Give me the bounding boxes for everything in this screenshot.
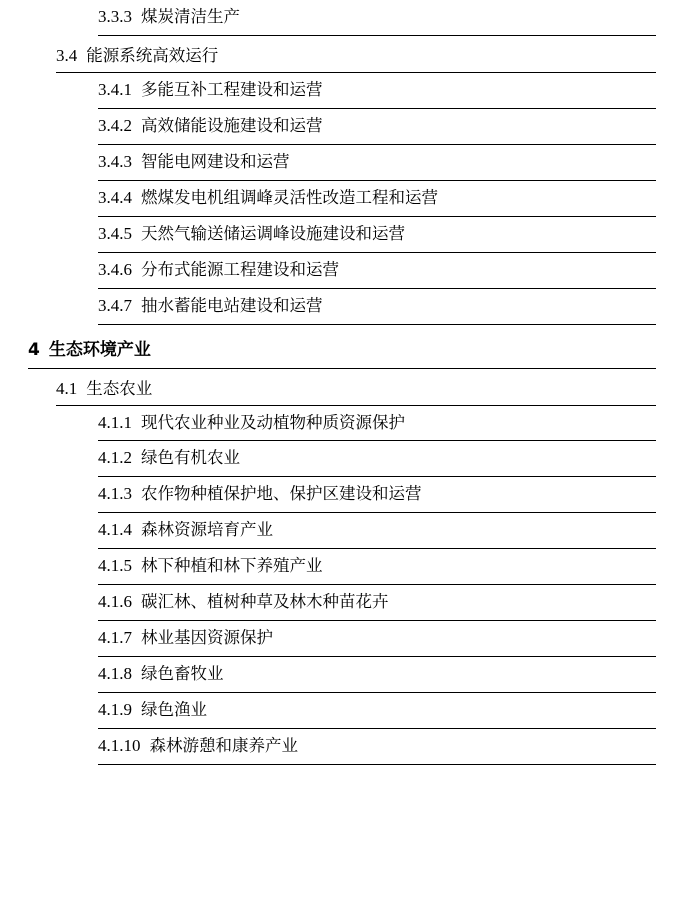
entry-number: 3.4.7 — [98, 295, 132, 315]
entry-number: 3.3.3 — [98, 7, 132, 26]
entry-number: 4.1 — [56, 378, 78, 398]
catalog-entry — [98, 145, 656, 181]
catalog-entry — [98, 549, 656, 585]
catalog-entry — [98, 477, 656, 513]
entry-title: 森林资源培育产业 — [141, 520, 273, 540]
entry-title: 绿色渔业 — [141, 700, 207, 719]
entry-number: 4.1.2 — [98, 448, 132, 468]
entry-number: 3.4.5 — [98, 223, 132, 243]
entry-title: 分布式能源工程建设和运营 — [141, 259, 339, 279]
entry-number: 3.4.1 — [98, 79, 132, 99]
entry-title: 农作物种植保护地、保护区建设和运营 — [141, 484, 422, 504]
catalog-entry — [98, 441, 656, 477]
section-heading-level1 — [28, 325, 656, 369]
entry-title: 森林游憩和康养产业 — [149, 735, 298, 755]
entry-number: 3.4.4 — [98, 187, 132, 207]
entry-number: 4.1.8 — [98, 664, 132, 684]
entry-title: 绿色有机农业 — [141, 448, 240, 468]
entry-title: 煤炭清洁生产 — [141, 7, 240, 26]
entry-title: 现代农业种业及动植物种质资源保护 — [141, 412, 405, 432]
entry-number: 4.1.4 — [98, 520, 132, 540]
entry-number: 4.1.6 — [98, 592, 132, 612]
entry-title: 生态农业 — [86, 378, 153, 398]
entry-number: 4 — [28, 339, 40, 360]
catalog-entry — [98, 181, 656, 217]
entry-title: 碳汇林、植树种草及林木种苗花卉 — [141, 592, 389, 612]
entry-title: 绿色畜牧业 — [141, 664, 224, 684]
entry-number: 4.1.9 — [98, 700, 132, 719]
catalog-entry — [98, 693, 656, 729]
entry-title: 智能电网建设和运营 — [141, 151, 290, 171]
entry-number: 4.1.1 — [98, 412, 132, 432]
entry-title: 抽水蓄能电站建设和运营 — [141, 295, 323, 315]
catalog-entry — [98, 513, 656, 549]
catalog-entry — [98, 109, 656, 145]
catalog-entry — [98, 585, 656, 621]
entry-title: 天然气输送储运调峰设施建设和运营 — [141, 223, 405, 243]
entry-number: 4.1.3 — [98, 484, 132, 504]
entry-number: 4.1.7 — [98, 628, 132, 648]
catalog-entry — [98, 217, 656, 253]
catalog-entry — [98, 729, 656, 765]
entry-title: 高效储能设施建设和运营 — [141, 115, 323, 135]
catalog-entry — [98, 73, 656, 109]
entry-number: 4.1.5 — [98, 556, 132, 576]
catalog-entry — [98, 0, 656, 36]
catalog-entry — [98, 406, 656, 442]
entry-title: 多能互补工程建设和运营 — [141, 79, 323, 99]
entry-number: 3.4.3 — [98, 151, 132, 171]
catalog-entry — [98, 289, 656, 325]
section-heading-level2 — [56, 36, 656, 73]
catalog-entry — [98, 657, 656, 693]
entry-title: 能源系统高效运行 — [86, 45, 219, 65]
catalog-list — [28, 0, 656, 765]
entry-number: 3.4.2 — [98, 115, 132, 135]
catalog-entry — [98, 253, 656, 289]
catalog-entry — [98, 621, 656, 657]
entry-number: 3.4 — [56, 45, 78, 65]
section-heading-level2 — [56, 369, 656, 406]
entry-title: 林业基因资源保护 — [141, 628, 273, 648]
entry-title: 生态环境产业 — [48, 339, 151, 360]
entry-number: 4.1.10 — [98, 735, 141, 755]
entry-title: 林下种植和林下养殖产业 — [141, 556, 323, 576]
entry-number: 3.4.6 — [98, 259, 132, 279]
entry-title: 燃煤发电机组调峰灵活性改造工程和运营 — [141, 187, 438, 207]
